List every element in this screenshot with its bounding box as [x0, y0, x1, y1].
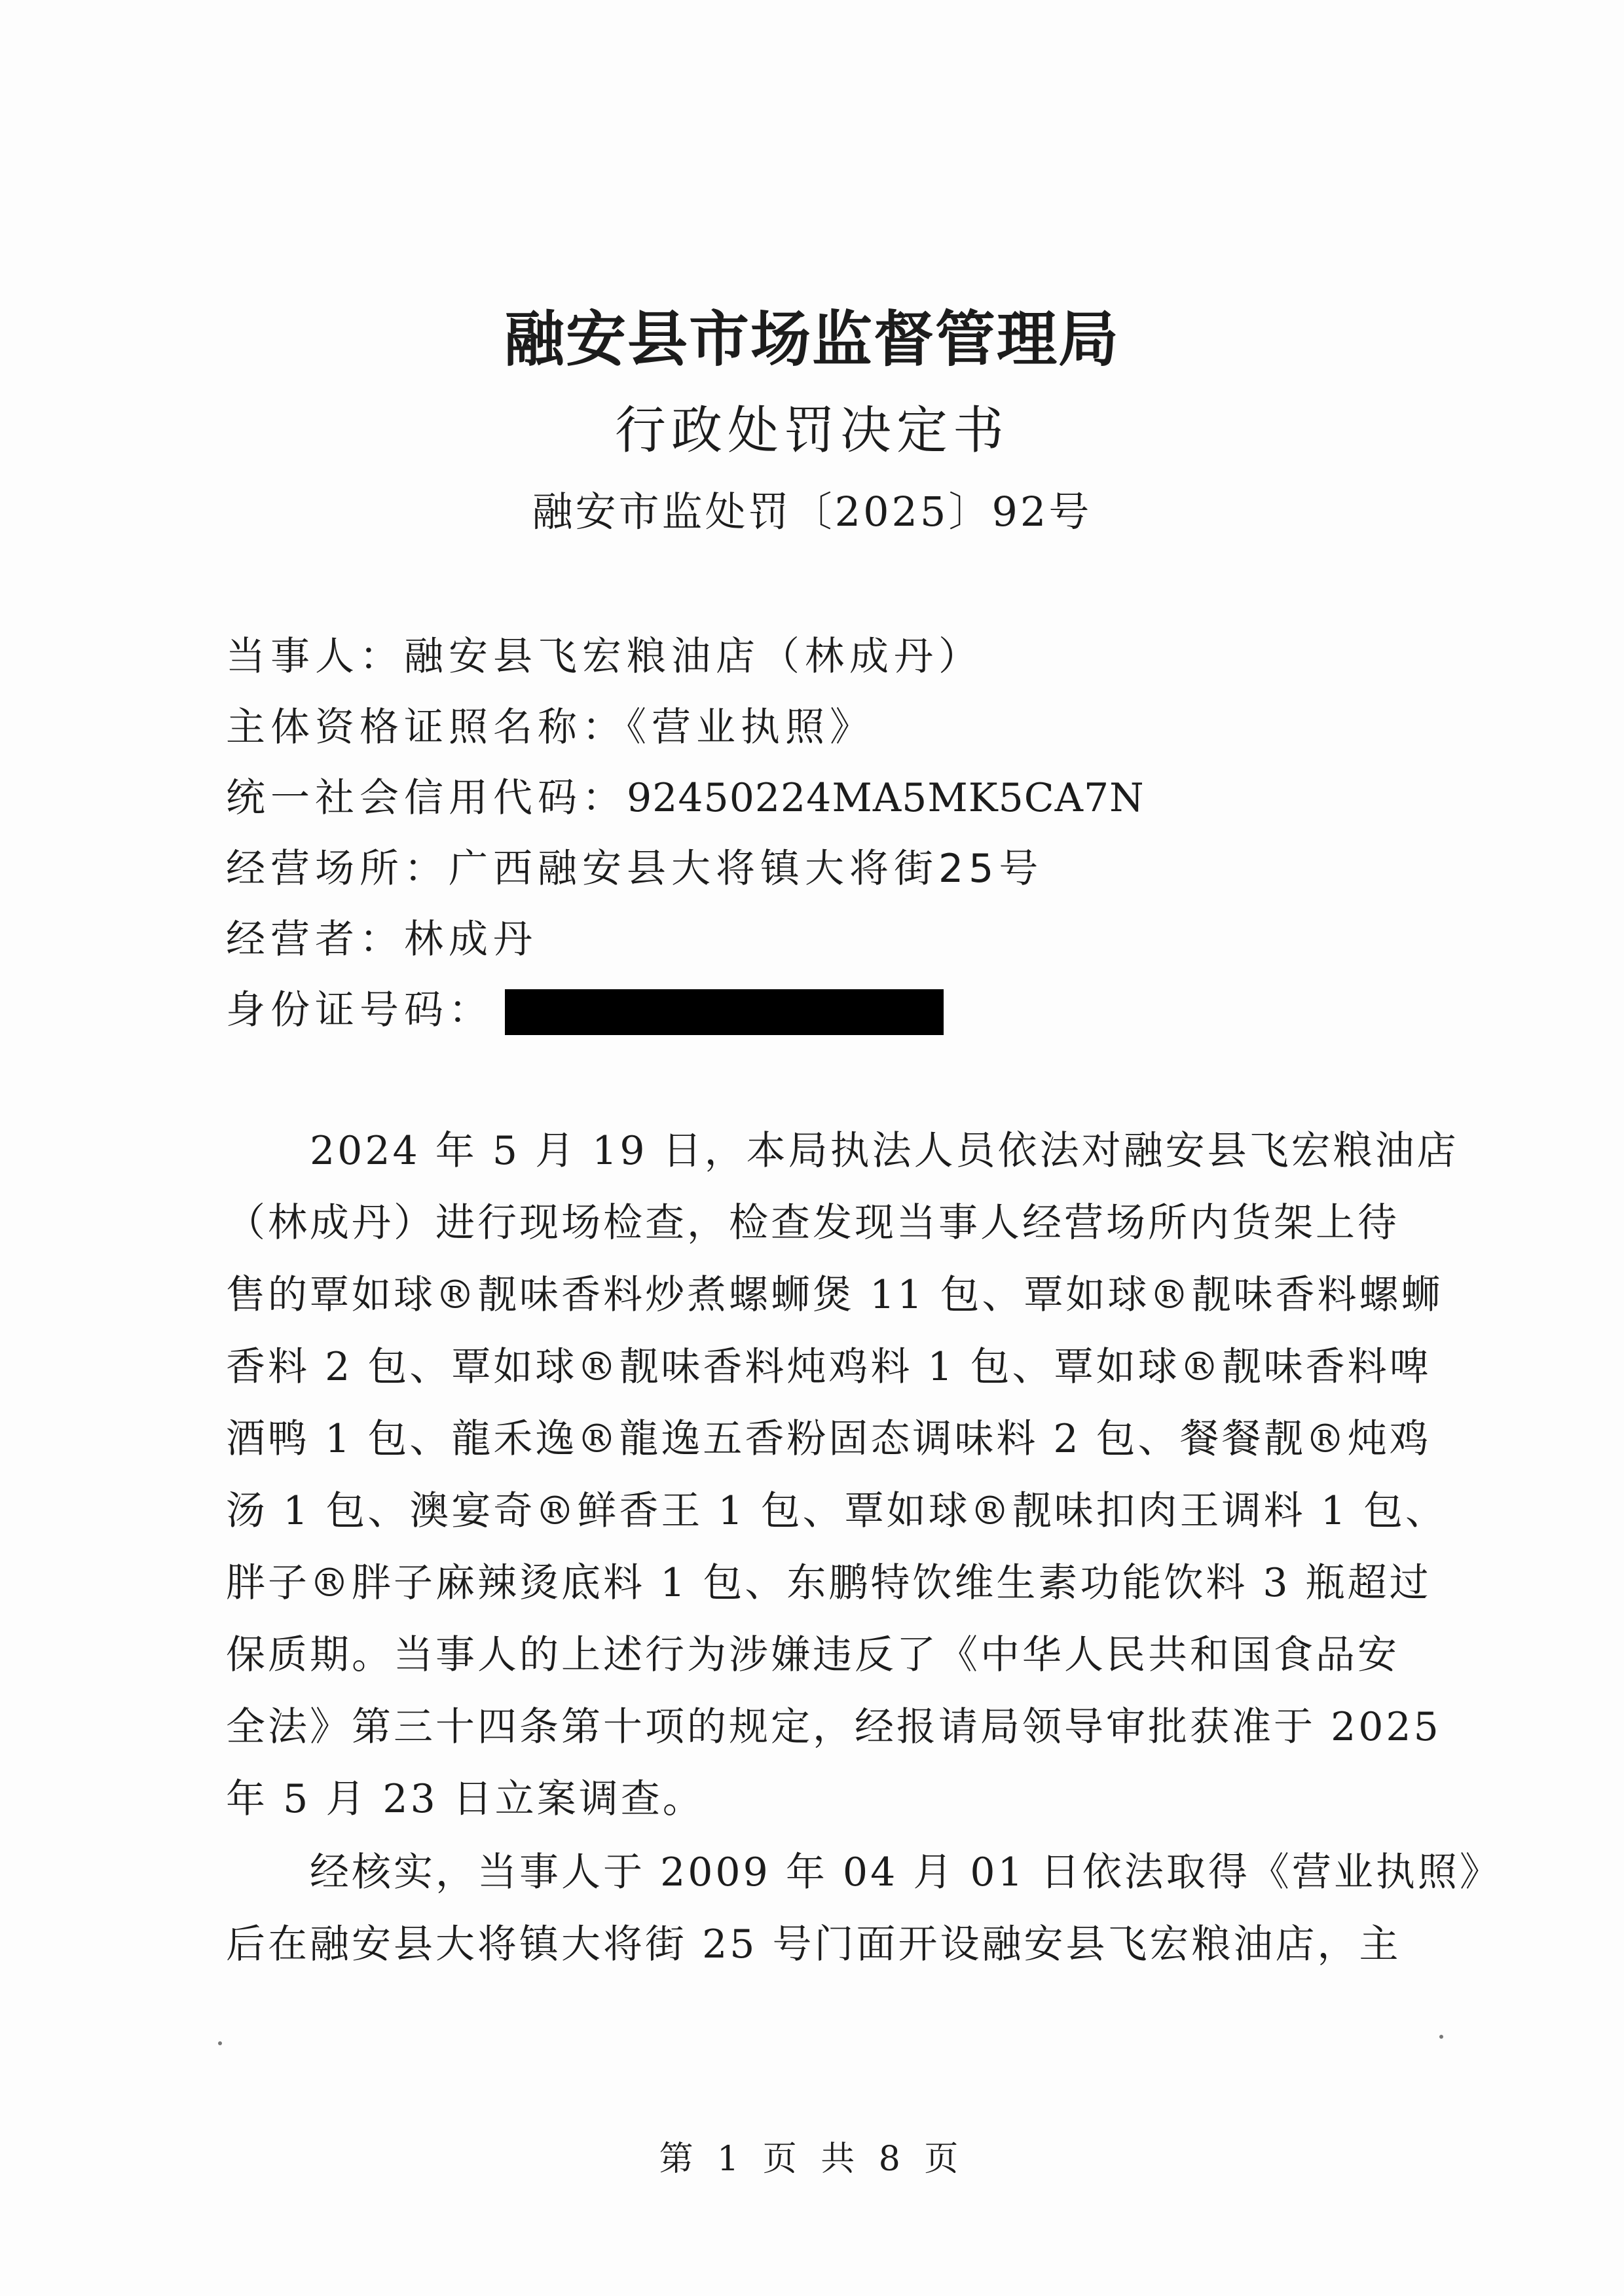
paragraph-line: （林成丹）进行现场检查，检查发现当事人经营场所内货架上待 — [226, 1200, 1399, 1246]
body-paragraph-2 — [226, 1836, 1502, 1980]
id-number-label: 身份证号码： — [226, 987, 493, 1033]
business-address-row — [226, 837, 1043, 894]
paragraph-line: 售的覃如球®靓味香料炒煮螺蛳煲 11 包、覃如球®靓味香料螺蛳 — [226, 1272, 1443, 1318]
scan-speck — [1439, 2035, 1443, 2039]
paragraph-line: 酒鸭 1 包、龍禾逸®龍逸五香粉固态调味料 2 包、餐餐靓®炖鸡 — [226, 1416, 1431, 1462]
document-number: 融安市监处罚〔2025〕92号 — [532, 488, 1092, 536]
license-name-row — [226, 696, 874, 752]
id-number-redaction — [505, 989, 944, 1035]
paragraph-line: 经核实，当事人于 2009 年 04 月 01 日依法取得《营业执照》 — [310, 1850, 1502, 1895]
paragraph-line: 全法》第三十四条第十项的规定，经报请局领导审批获准于 2025 — [226, 1704, 1441, 1750]
license-name-label: 主体资格证照名称： — [226, 704, 627, 750]
party-name-row — [226, 625, 983, 682]
operator-row — [226, 908, 538, 964]
credit-code-value: 92450224MA5MK5CA7N — [627, 775, 1145, 821]
credit-code-label: 统一社会信用代码： — [226, 775, 627, 821]
scan-speck — [218, 2041, 222, 2045]
page-number: 第 1 页 共 8 页 — [659, 2140, 965, 2179]
operator-value: 林成丹 — [404, 917, 538, 962]
party-name-value: 融安县飞宏粮油店（林成丹） — [404, 634, 983, 680]
paragraph-line: 年 5 月 23 日立案调查。 — [226, 1776, 705, 1822]
party-name-label: 当事人： — [226, 634, 404, 680]
paragraph-line: 后在融安县大将镇大将街 25 号门面开设融安县飞宏粮油店，主 — [226, 1922, 1401, 1967]
paragraph-line: 汤 1 包、澳宴奇®鲜香王 1 包、覃如球®靓味扣肉王调料 1 包、 — [226, 1488, 1447, 1534]
document-type-title: 行政处罚决定书 — [614, 401, 1009, 460]
credit-code-row — [226, 767, 1145, 823]
paragraph-line: 香料 2 包、覃如球®靓味香料炖鸡料 1 包、覃如球®靓味香料啤 — [226, 1344, 1431, 1390]
paragraph-line: 2024 年 5 月 19 日，本局执法人员依法对融安县飞宏粮油店 — [310, 1128, 1459, 1174]
business-address-label: 经营场所： — [226, 846, 449, 892]
body-paragraph-1 — [226, 1115, 1459, 1835]
agency-title: 融安县市场监督管理局 — [504, 304, 1120, 374]
paragraph-line: 保质期。当事人的上述行为涉嫌违反了《中华人民共和国食品安 — [226, 1632, 1399, 1678]
business-address-value: 广西融安县大将镇大将街25号 — [449, 846, 1044, 892]
license-name-value: 《营业执照》 — [627, 704, 874, 750]
id-number-row — [226, 979, 944, 1035]
operator-label: 经营者： — [226, 917, 404, 962]
paragraph-line: 胖子®胖子麻辣烫底料 1 包、东鹏特饮维生素功能饮料 3 瓶超过 — [226, 1560, 1431, 1606]
